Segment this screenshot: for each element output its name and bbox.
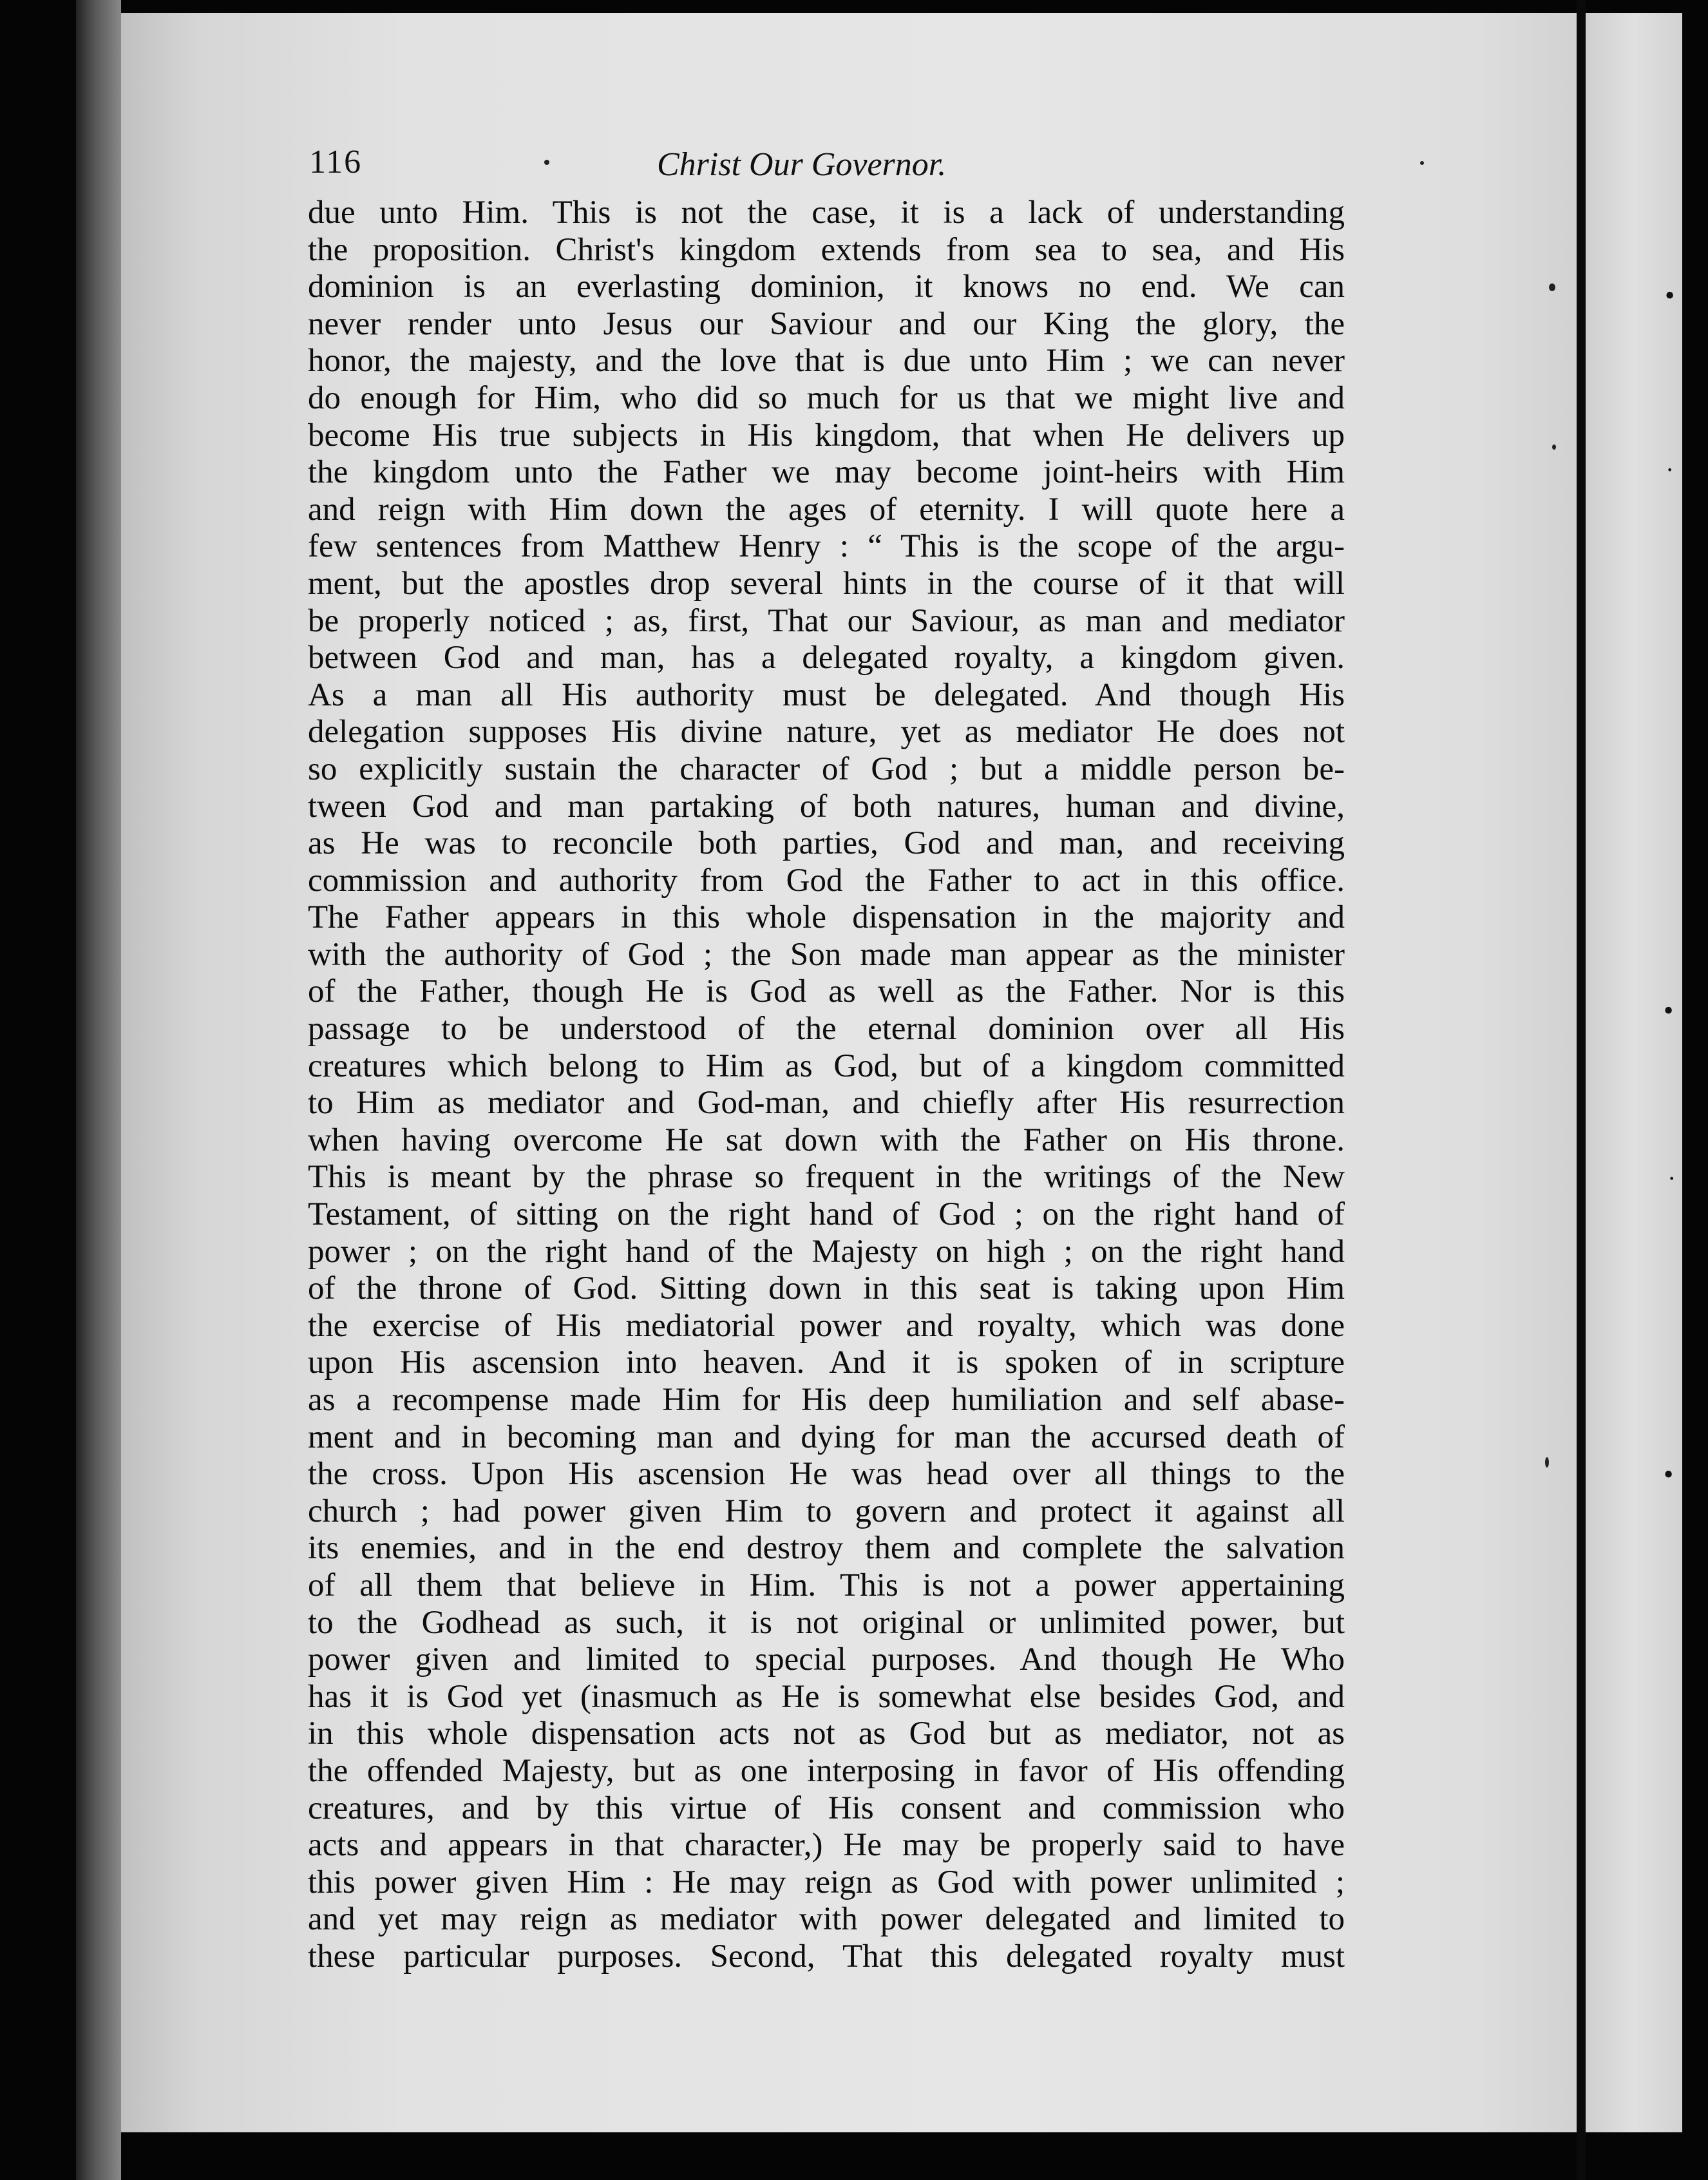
- text-line: due unto Him. This is not the case, it is a lack of understanding: [308, 195, 1345, 231]
- text-line: and yet may reign as mediator with power delegated and limited to: [308, 1901, 1345, 1938]
- text-line: creatures, and by this virtue of His consent and commission who: [308, 1790, 1345, 1826]
- text-line: the exercise of His mediatorial power and royalty, which was done: [308, 1307, 1345, 1344]
- running-header: [309, 143, 1404, 188]
- text-line: the cross. Upon His ascension He was head over all things to the: [308, 1456, 1345, 1493]
- ink-speck: [1545, 1457, 1549, 1468]
- text-line: be properly noticed ; as, first, That our Saviour, as man and mediator: [308, 602, 1345, 639]
- text-line: few sentences from Matthew Henry : “ This is the scope of the argu-: [308, 528, 1345, 565]
- text-line: between God and man, has a delegated royalty, a kingdom given.: [308, 640, 1345, 676]
- text-line: as a recompense made Him for His deep humiliation and self abase-: [308, 1382, 1345, 1418]
- adjacent-page-mark: ·: [1666, 457, 1674, 484]
- text-line: power given and limited to special purposes. And though He Who: [308, 1641, 1345, 1678]
- text-line: acts and appears in that character,) He may be properly said to have: [308, 1827, 1345, 1864]
- running-title: Christ Our Governor.: [657, 146, 947, 183]
- text-line: This is meant by the phrase so frequent in the writings of the New: [308, 1159, 1345, 1196]
- text-line: when having overcome He sat down with the Father on His throne.: [308, 1122, 1345, 1158]
- text-line: the offended Majesty, but as one interposing in favor of His offending: [308, 1752, 1345, 1789]
- book-binding-edge: [76, 0, 121, 2180]
- text-line: Testament, of sitting on the right hand of God ; on the right hand of: [308, 1196, 1345, 1233]
- text-line: delegation supposes His divine nature, yet as mediator He does not: [308, 714, 1345, 751]
- ink-speck: [1420, 161, 1424, 165]
- text-line: tween God and man partaking of both natures, human and divine,: [308, 788, 1345, 825]
- adjacent-page-mark: •: [1663, 283, 1677, 310]
- text-line: these particular purposes. Second, That this delegated royalty must: [308, 1938, 1345, 1974]
- text-line: become His true subjects in His kingdom, that when He delivers up: [308, 417, 1345, 454]
- text-line: The Father appears in this whole dispensation in the majority and: [308, 899, 1345, 936]
- text-line: honor, the majesty, and the love that is due unto Him ; we can never: [308, 343, 1345, 379]
- text-line: church ; had power given Him to govern and protect it against all: [308, 1493, 1345, 1529]
- text-line: ment, but the apostles drop several hints in the course of it that will: [308, 565, 1345, 602]
- text-line: As a man all His authority must be delegated. And though His: [308, 676, 1345, 713]
- text-line: with the authority of God ; the Son made man appear as the minister: [308, 936, 1345, 973]
- adjacent-page-mark: •: [1662, 1462, 1676, 1489]
- text-line: of the throne of God. Sitting down in this seat is taking upon Him: [308, 1270, 1345, 1307]
- adjacent-page-edge: [1586, 13, 1682, 2132]
- text-line: upon His ascension into heaven. And it is spoken of in scripture: [308, 1344, 1345, 1381]
- text-line: as He was to reconcile both parties, God and man, and receiving: [308, 825, 1345, 862]
- text-line: passage to be understood of the eternal dominion over all His: [308, 1011, 1345, 1047]
- text-line: to the Godhead as such, it is not original or unlimited power, but: [308, 1604, 1345, 1641]
- text-line: commission and authority from God the Father to act in this office.: [308, 862, 1345, 899]
- text-line: of the Father, though He is God as well as the Father. Nor is this: [308, 973, 1345, 1010]
- text-line: creatures which belong to Him as God, but of a kingdom committed: [308, 1047, 1345, 1084]
- text-line: do enough for Him, who did so much for us that we might live and: [308, 379, 1345, 416]
- body-text: [308, 195, 1345, 1976]
- adjacent-page-mark: •: [1662, 999, 1676, 1025]
- ink-speck: [1549, 283, 1555, 291]
- text-line: this power given Him : He may reign as God with power unlimited ;: [308, 1864, 1345, 1900]
- text-line: the proposition. Christ's kingdom extends from sea to sea, and His: [308, 231, 1345, 268]
- text-line: and reign with Him down the ages of eternity. I will quote here a: [308, 491, 1345, 528]
- text-line: to Him as mediator and God-man, and chiefly after His resurrection: [308, 1085, 1345, 1122]
- ink-speck: [1552, 445, 1556, 450]
- text-line: its enemies, and in the end destroy them and complete the salvation: [308, 1530, 1345, 1567]
- text-line: so explicitly sustain the character of God ; but a middle person be-: [308, 751, 1345, 787]
- page-number: 116: [309, 144, 363, 180]
- text-line: of all them that believe in Him. This is not a power appertaining: [308, 1567, 1345, 1603]
- text-line: power ; on the right hand of the Majesty on high ; on the right hand: [308, 1233, 1345, 1270]
- adjacent-page-mark: ·: [1668, 1166, 1676, 1192]
- text-line: dominion is an everlasting dominion, it knows no end. We can: [308, 269, 1345, 305]
- text-line: has it is God yet (inasmuch as He is somewhat else besides God, and: [308, 1678, 1345, 1715]
- text-line: never render unto Jesus our Saviour and our King the glory, the: [308, 305, 1345, 342]
- page-gutter-divider: [1577, 0, 1586, 2180]
- text-line: in this whole dispensation acts not as God but as mediator, not as: [308, 1716, 1345, 1752]
- text-line: ment and in becoming man and dying for man the accursed death of: [308, 1419, 1345, 1455]
- text-line: the kingdom unto the Father we may become joint-heirs with Him: [308, 454, 1345, 491]
